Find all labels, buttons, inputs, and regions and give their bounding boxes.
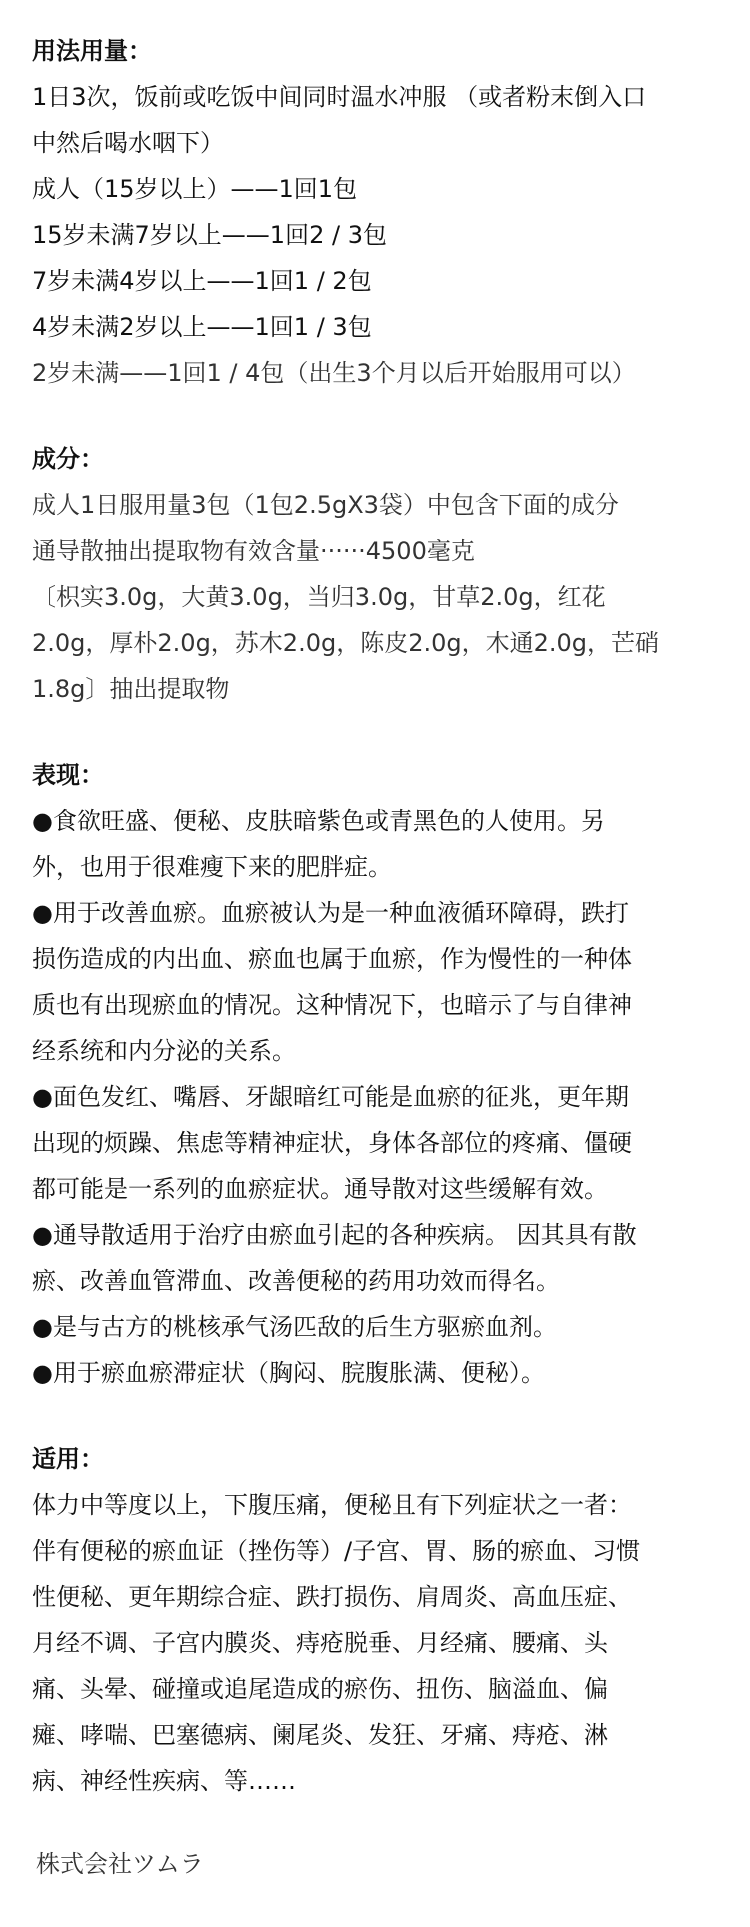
effects-line: 出现的烦躁、焦虑等精神症状，身体各部位的疼痛、僵硬 — [32, 1129, 632, 1157]
effects-line: ●食欲旺盛、便秘、皮肤暗紫色或青黑色的人使用。另 — [32, 807, 605, 835]
effects-line: 损伤造成的内出血、瘀血也属于血瘀，作为慢性的一种体 — [32, 945, 632, 973]
indications-heading: 适用： — [32, 1445, 104, 1473]
usage-line: 2岁未满——1回1 / 4包（出生3个月以后开始服用可以） — [32, 359, 636, 387]
indications-line: 伴有便秘的瘀血证（挫伤等）/子宫、胃、肠的瘀血、习惯 — [32, 1537, 641, 1565]
effects-line: ●用于瘀血瘀滞症状（胸闷、脘腹胀满、便秘）。 — [32, 1359, 545, 1387]
effects-line: 都可能是一系列的血瘀症状。通导散对这些缓解有效。 — [32, 1175, 608, 1203]
indications-line: 痛、头晕、碰撞或追尾造成的瘀伤、扭伤、脑溢血、偏 — [32, 1675, 608, 1703]
ingredients-line: 通导散抽出提取物有效含量······4500毫克 — [32, 537, 475, 565]
indications-line: 病、神经性疾病、等…… — [32, 1767, 296, 1795]
usage-heading: 用法用量： — [32, 37, 152, 65]
indications-line: 瘫、哮喘、巴塞德病、阑尾炎、发狂、牙痛、痔疮、淋 — [32, 1721, 608, 1749]
usage-section — [32, 28, 732, 396]
effects-line: ●用于改善血瘀。血瘀被认为是一种血液循环障碍，跌打 — [32, 899, 629, 927]
usage-line: 7岁未满4岁以上——1回1 / 2包 — [32, 267, 372, 295]
effects-heading: 表现： — [32, 761, 104, 789]
document-body — [32, 28, 732, 1804]
section-spacer — [32, 396, 732, 436]
effects-line: ●是与古方的桃核承气汤匹敌的后生方驱瘀血剂。 — [32, 1313, 557, 1341]
ingredients-section — [32, 436, 732, 712]
ingredients-line: 〔枳实3.0g，大黄3.0g，当归3.0g，甘草2.0g，红花 — [32, 583, 606, 611]
effects-line: 瘀、改善血管滞血、改善便秘的药用功效而得名。 — [32, 1267, 560, 1295]
effects-line: 经系统和内分泌的关系。 — [32, 1037, 296, 1065]
effects-line: 质也有出现瘀血的情况。这种情况下，也暗示了与自律神 — [32, 991, 632, 1019]
indications-line: 月经不调、子宫内膜炎、痔疮脱垂、月经痛、腰痛、头 — [32, 1629, 608, 1657]
company-name: 株式会社ツムラ — [36, 1850, 204, 1878]
section-spacer — [32, 712, 732, 752]
section-spacer — [32, 1396, 732, 1436]
indications-section — [32, 1436, 732, 1804]
usage-line: 1日3次，饭前或吃饭中间同时温水冲服 （或者粉末倒入口 — [32, 83, 647, 111]
ingredients-line: 1.8g〕抽出提取物 — [32, 675, 230, 703]
usage-line: 成人（15岁以上）——1回1包 — [32, 175, 358, 203]
indications-line: 体力中等度以上，下腹压痛，便秘且有下列症状之一者： — [32, 1491, 632, 1519]
effects-line: ●面色发红、嘴唇、牙龈暗红可能是血瘀的征兆，更年期 — [32, 1083, 629, 1111]
usage-line: 15岁未满7岁以上——1回2 / 3包 — [32, 221, 387, 249]
indications-line: 性便秘、更年期综合症、跌打损伤、肩周炎、高血压症、 — [32, 1583, 632, 1611]
effects-section — [32, 752, 732, 1396]
ingredients-line: 成人1日服用量3包（1包2.5gX3袋）中包含下面的成分 — [32, 491, 619, 519]
ingredients-heading: 成分： — [32, 445, 104, 473]
ingredients-line: 2.0g，厚朴2.0g，苏木2.0g，陈皮2.0g，木通2.0g，芒硝 — [32, 629, 660, 657]
effects-line: 外，也用于很难瘦下来的肥胖症。 — [32, 853, 392, 881]
effects-line: ●通导散适用于治疗由瘀血引起的各种疾病。 因其具有散 — [32, 1221, 637, 1249]
usage-line: 4岁未满2岁以上——1回1 / 3包 — [32, 313, 372, 341]
usage-line: 中然后喝水咽下） — [32, 129, 224, 157]
